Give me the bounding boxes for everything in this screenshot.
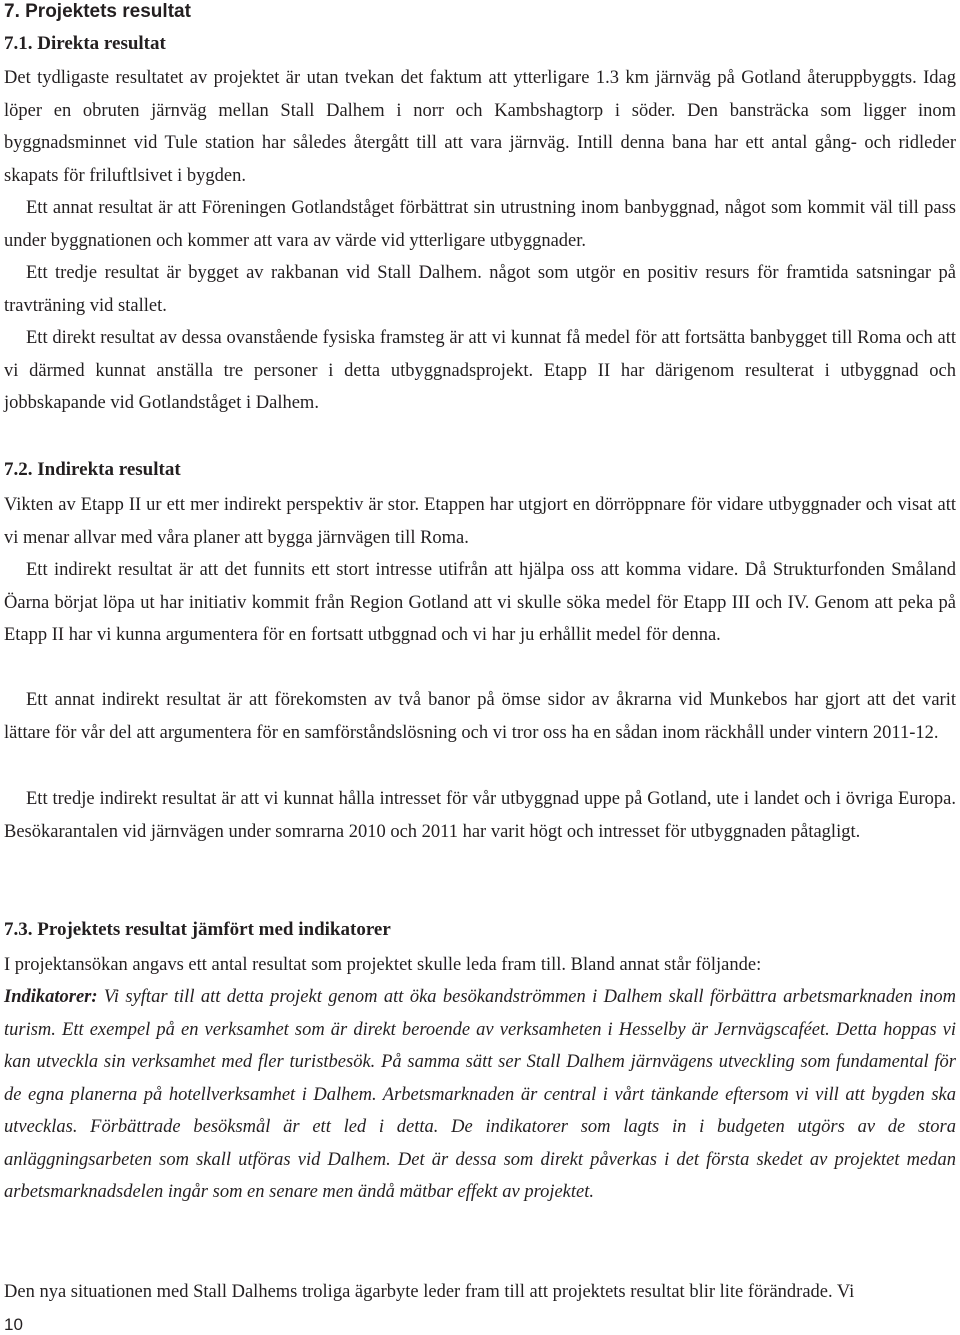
section-7-3-title: Projektets resultat jämfört med indikatorer xyxy=(37,919,391,940)
section-7-1-paragraph-2: Ett annat resultat är att Föreningen Gotlandståget förbättrat sin utrustning inom banbyggnad, något som kommit väl till pass under byggnationen och kommer att vara av värde vid ytterligare utbyggnader. xyxy=(4,198,956,251)
section-7-2-heading xyxy=(4,458,181,482)
section-7-3-number: 7.3. xyxy=(4,919,33,940)
section-7-1-paragraph-4: Ett direkt resultat av dessa ovanstående fysiska framsteg är att vi kunnat få medel för att fortsätta banbygget till Roma och att vi därmed kunnat anställa tre personer i detta utbyggnadsprojekt. Etapp II har därigenom resulterat i utbyggnad och jobbskapande vid Gotlandståget i Dalhem. xyxy=(4,328,956,413)
indicator-label: Indikatorer: xyxy=(4,987,98,1007)
section-7-2-paragraph-3: Ett annat indirekt resultat är att förekomsten av två banor på ömse sidor av åkrarna vid Munkebos har gjort att det varit lättare för vår del att argumentera för en samförståndslösning och vi tror oss ha en sådan inom räckhåll under vintern 2011-12. xyxy=(4,690,956,743)
section-7-2-paragraph-2: Ett indirekt resultat är att det funnits ett stort intresse utifrån att hjälpa oss att komma vidare. Då Strukturfonden Småland Öarna börjat löpa ut har initiativ kommit från Region Gotland att vi skulle söka medel för Etapp III och IV. Genom att peka på Etapp II har vi kunna argumentera för en fortsatt utbggnad och vi har ju erhållit medel för denna. xyxy=(4,560,956,645)
indicator-quote xyxy=(4,981,956,1209)
section-7-3-intro: I projektansökan angavs ett antal resultat som projektet skulle leda fram till. Bland annat står följande: xyxy=(4,955,762,975)
section-7-2-number: 7.2. xyxy=(4,459,33,480)
section-7-1-paragraph-1: Det tydligaste resultatet av projektet är utan tvekan det faktum att ytterligare 1.3 km järnväg på Gotland återuppbyggts. Idag löper en obruten järnväg mellan Stall Dalhem i norr och Kambshagtorp i söder. Den bansträcka som ligger inom byggnadsminnet vid Tule station har således återgått till att vara järnväg. Intill denna bana har ett antal gång- och ridleder skapats för friluftlsivet i bygden. xyxy=(4,68,956,186)
section-7-3-heading xyxy=(4,918,391,942)
section-7-3-closing: Den nya situationen med Stall Dalhems troliga ägarbyte leder fram till att projektets resultat blir lite förändrade. Vi xyxy=(4,1282,855,1302)
section-7-heading: 7. Projektets resultat xyxy=(4,1,191,22)
indicator-text: Vi syftar till att detta projekt genom att öka besökandströmmen i Dalhem skall förbättra arbetsmarknaden inom turism. Ett exempel på en verksamhet som är direkt beroende av verksamheten i Hesselby är Jernvägscaféet. Detta hoppas vi kan utveckla sin verksamhet med fler turistbesök. På samma sätt ser Stall Dalhem järnvägens utveckling som fundamental för de egna planerna på hotellverksamhet i Dalhem. Arbetsmarknaden är central i vårt tänkande eftersom vi vill att bygden ska utvecklas. Förbättrade besöksmål är ett led i detta. De indikatorer som lagts in i budgeten utgörs av de stora anläggningsarbeten som skall utföras vid Dalhem. Det är dessa som direkt påverkas i det första skedet av projektet medan arbetsmarknadsdelen ingår som en senare men ändå mätbar effekt av projektet. xyxy=(4,987,956,1202)
section-7-1-paragraph-3: Ett tredje resultat är bygget av rakbanan vid Stall Dalhem. något som utgör en positiv resurs för framtida satsningar på travträning vid stallet. xyxy=(4,263,956,316)
section-7-1-heading: 7.1. Direkta resultat xyxy=(4,33,166,54)
page-number: 10 xyxy=(4,1315,23,1334)
section-7-2-title: Indirekta resultat xyxy=(37,459,181,480)
section-7-2-paragraph-4: Ett tredje indirekt resultat är att vi kunnat hålla intresset för vår utbyggnad uppe på Gotland, ute i landet och i övriga Europa. Besökarantalen vid järnvägen under somrarna 2010 och 2011 har varit högt och intresset för utbyggnaden påtagligt. xyxy=(4,789,956,842)
section-7-2-paragraph-1: Vikten av Etapp II ur ett mer indirekt perspektiv är stor. Etappen har utgjort en dörröppnare för vidare utbyggnader och visat att vi menar allvar med våra planer att bygga järnvägen till Roma. xyxy=(4,495,956,548)
